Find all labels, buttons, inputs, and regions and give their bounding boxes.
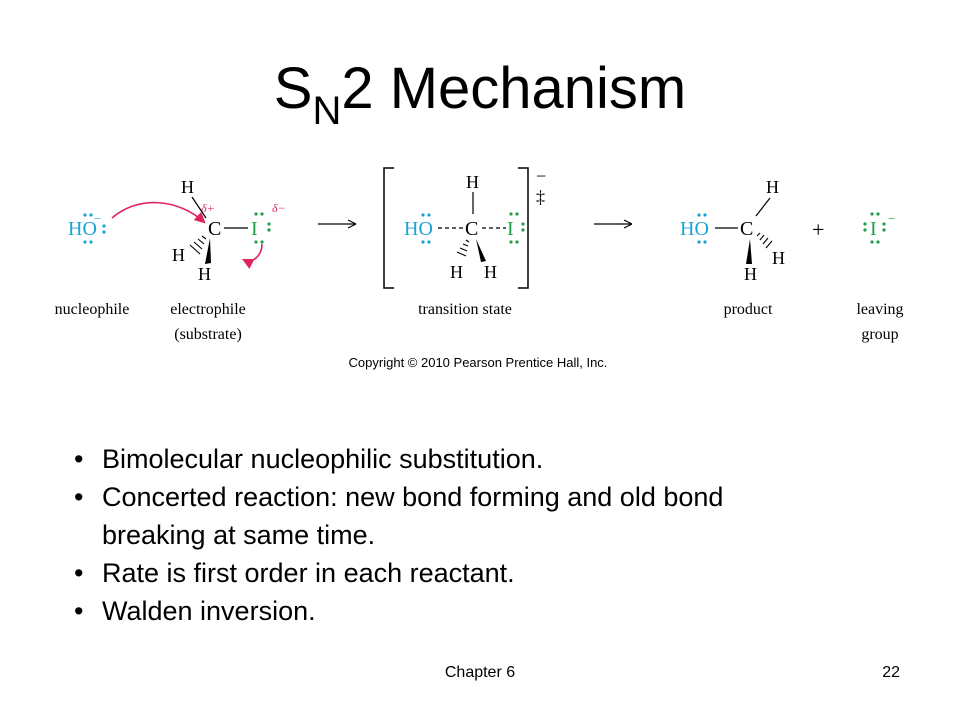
bullet-item: • Concerted reaction: new bond forming and old bond breaking at same time. — [74, 478, 934, 554]
iodide-charge: − — [888, 211, 896, 226]
plus-sign: + — [812, 217, 825, 242]
bullet-text-continued: breaking at same time. — [102, 520, 376, 550]
product-methanol — [680, 177, 785, 284]
substrate-carbon: C — [208, 218, 222, 240]
product-ho: HO — [680, 218, 709, 240]
title-subscript: N — [312, 89, 342, 133]
bullet-text: Concerted reaction: new bond forming and old bond — [102, 482, 724, 512]
product-carbon: C — [740, 218, 754, 240]
ts-h-bottom-left: H — [450, 262, 463, 282]
bullet-text: Rate is first order in each reactant. — [102, 558, 515, 588]
leaving-arrow — [244, 244, 262, 261]
product-h-right: H — [772, 248, 785, 268]
substrate-h-left: H — [172, 245, 185, 265]
bullet-item: • Bimolecular nucleophilic substitution. — [74, 444, 544, 474]
left-bracket — [384, 168, 394, 288]
transition-state-complex — [384, 166, 546, 288]
substrate-h-top: H — [181, 177, 194, 197]
slide-title — [0, 56, 960, 133]
label-group: group — [861, 326, 899, 343]
bullet-text: Walden inversion. — [102, 596, 316, 626]
label-substrate: (substrate) — [174, 326, 242, 343]
bullet-item: • Rate is first order in each reactant. — [74, 558, 515, 588]
right-bracket — [518, 168, 528, 288]
substrate-h-bottom: H — [198, 264, 211, 284]
attack-arrow — [112, 203, 204, 222]
substrate-iodine: I — [251, 218, 258, 240]
double-dagger: ‡ — [536, 187, 545, 207]
label-product: product — [723, 301, 773, 318]
bullet-list — [74, 440, 934, 630]
product-h-top: H — [766, 177, 779, 197]
ts-ho: HO — [404, 218, 433, 240]
delta-plus-label: δ+ — [201, 201, 215, 215]
footer-page-number: 22 — [882, 664, 900, 681]
label-nucleophile: nucleophile — [54, 301, 130, 318]
title-rest: 2 Mechanism — [341, 56, 687, 121]
bullet-text: Bimolecular nucleophilic substitution. — [102, 444, 544, 474]
electrophile-substrate — [172, 177, 286, 284]
ts-h-top: H — [466, 172, 479, 192]
copyright-notice: Copyright © 2010 Pearson Prentice Hall, Inc. — [348, 355, 608, 370]
iodide-text: I — [870, 218, 877, 240]
delta-minus-label: δ− — [272, 201, 286, 215]
leaving-group-iodide — [863, 211, 895, 244]
sn2-reaction-scheme — [0, 160, 960, 380]
label-electrophile: electrophile — [170, 301, 246, 318]
nucleophile-hydroxide — [68, 211, 106, 244]
ts-carbon: C — [465, 218, 479, 240]
ts-h-bottom-right: H — [484, 262, 497, 282]
footer-chapter: Chapter 6 — [444, 664, 516, 681]
product-h-bottom: H — [744, 264, 757, 284]
title-s: S — [273, 56, 313, 121]
ts-charge: − — [536, 166, 547, 186]
ts-iodine: I — [507, 218, 514, 240]
ho-nucleophile-text: HO — [68, 218, 97, 240]
label-transition-state: transition state — [418, 301, 512, 318]
label-leaving: leaving — [856, 301, 904, 318]
ho-charge: − — [94, 211, 102, 226]
bullet-item: • Walden inversion. — [74, 596, 316, 626]
